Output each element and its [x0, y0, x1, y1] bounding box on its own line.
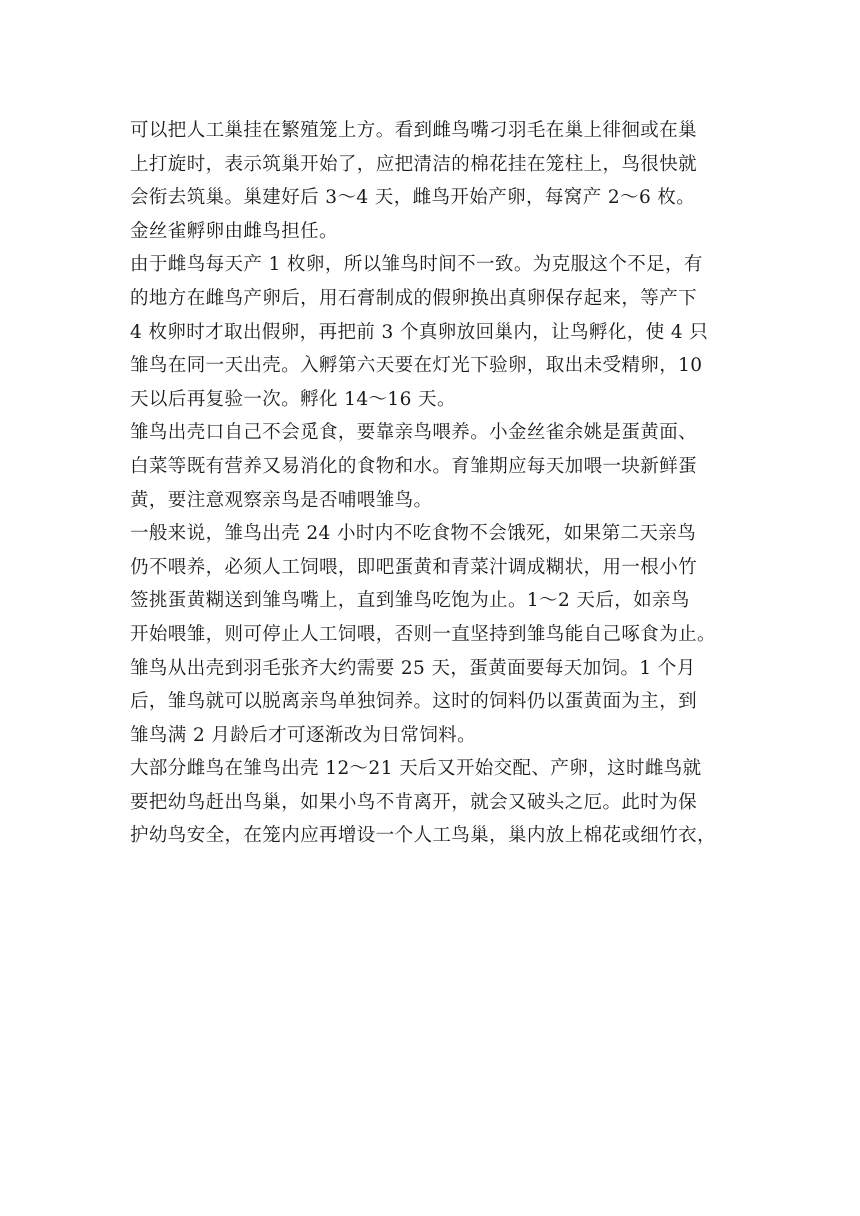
text-line: 开始喂雏，则可停止人工饲喂，否则一直坚持到雏鸟能自己啄食为止。 — [130, 623, 716, 645]
paragraph-hand-feeding — [130, 517, 740, 752]
text-line: 后，雏鸟就可以脱离亲鸟单独饲养。这时的饲料仍以蛋黄面为主，到 — [130, 691, 698, 713]
text-line: 会衔去筑巢。巢建好后 3～4 天，雌鸟开始产卵，每窝产 2～6 枚。 — [130, 187, 696, 209]
text-line: 黄，要注意观察亲鸟是否哺喂雏鸟。 — [130, 489, 433, 511]
text-line: 雏鸟从出壳到羽毛张齐大约需要 25 天，蛋黄面要每天加饲。1 个月 — [130, 657, 696, 679]
text-line: 仍不喂养，必须人工饲喂，即吧蛋黄和青菜汁调成糊状，用一根小竹 — [130, 556, 698, 578]
paragraph-incubation — [130, 248, 740, 416]
text-line: 一般来说，雏鸟出壳 24 小时内不吃食物不会饿死，如果第二天亲鸟 — [130, 523, 697, 545]
document-body — [130, 114, 740, 853]
text-line: 白菜等既有营养又易消化的食物和水。育雏期应每天加喂一块新鲜蛋 — [130, 455, 698, 477]
text-line: 的地方在雌鸟产卵后，用石膏制成的假卵换出真卵保存起来，等产下 — [130, 287, 698, 309]
text-line: 雏鸟在同一天出壳。入孵第六天要在灯光下验卵，取出未受精卵，10 — [130, 355, 703, 377]
text-line: 大部分雌鸟在雏鸟出壳 12～21 天后又开始交配、产卵，这时雌鸟就 — [130, 758, 702, 780]
text-line: 签挑蛋黄糊送到雏鸟嘴上，直到雏鸟吃饱为止。1～2 天后，如亲鸟 — [130, 590, 690, 612]
text-line: 要把幼鸟赶出鸟巢，如果小鸟不肯离开，就会又破头之厄。此时为保 — [130, 791, 698, 813]
text-line: 雏鸟满 2 月龄后才可逐渐改为日常饲料。 — [130, 724, 477, 746]
text-line: 护幼鸟安全，在笼内应再增设一个人工鸟巢，巢内放上棉花或细竹衣， — [130, 825, 716, 847]
text-line: 金丝雀孵卵由雌鸟担任。 — [130, 220, 338, 242]
text-line: 可以把人工巢挂在繁殖笼上方。看到雌鸟嘴刁羽毛在巢上徘徊或在巢 — [130, 120, 698, 141]
text-line: 雏鸟出壳口自己不会觅食，要靠亲鸟喂养。小金丝雀余姚是蛋黄面、 — [130, 422, 698, 444]
paragraph-fledglings — [130, 752, 740, 853]
text-line: 上打旋时，表示筑巢开始了，应把清洁的棉花挂在笼柱上，鸟很快就 — [130, 153, 698, 175]
paragraph-feeding — [130, 416, 740, 517]
text-line: 由于雌鸟每天产 1 枚卵，所以雏鸟时间不一致。为克服这个不足，有 — [130, 254, 703, 276]
paragraph-nesting — [130, 114, 740, 248]
text-line: 4 枚卵时才取出假卵，再把前 3 个真卵放回巢内，让鸟孵化，使 4 只 — [130, 321, 709, 343]
text-line: 天以后再复验一次。孵化 14～16 天。 — [130, 388, 456, 410]
